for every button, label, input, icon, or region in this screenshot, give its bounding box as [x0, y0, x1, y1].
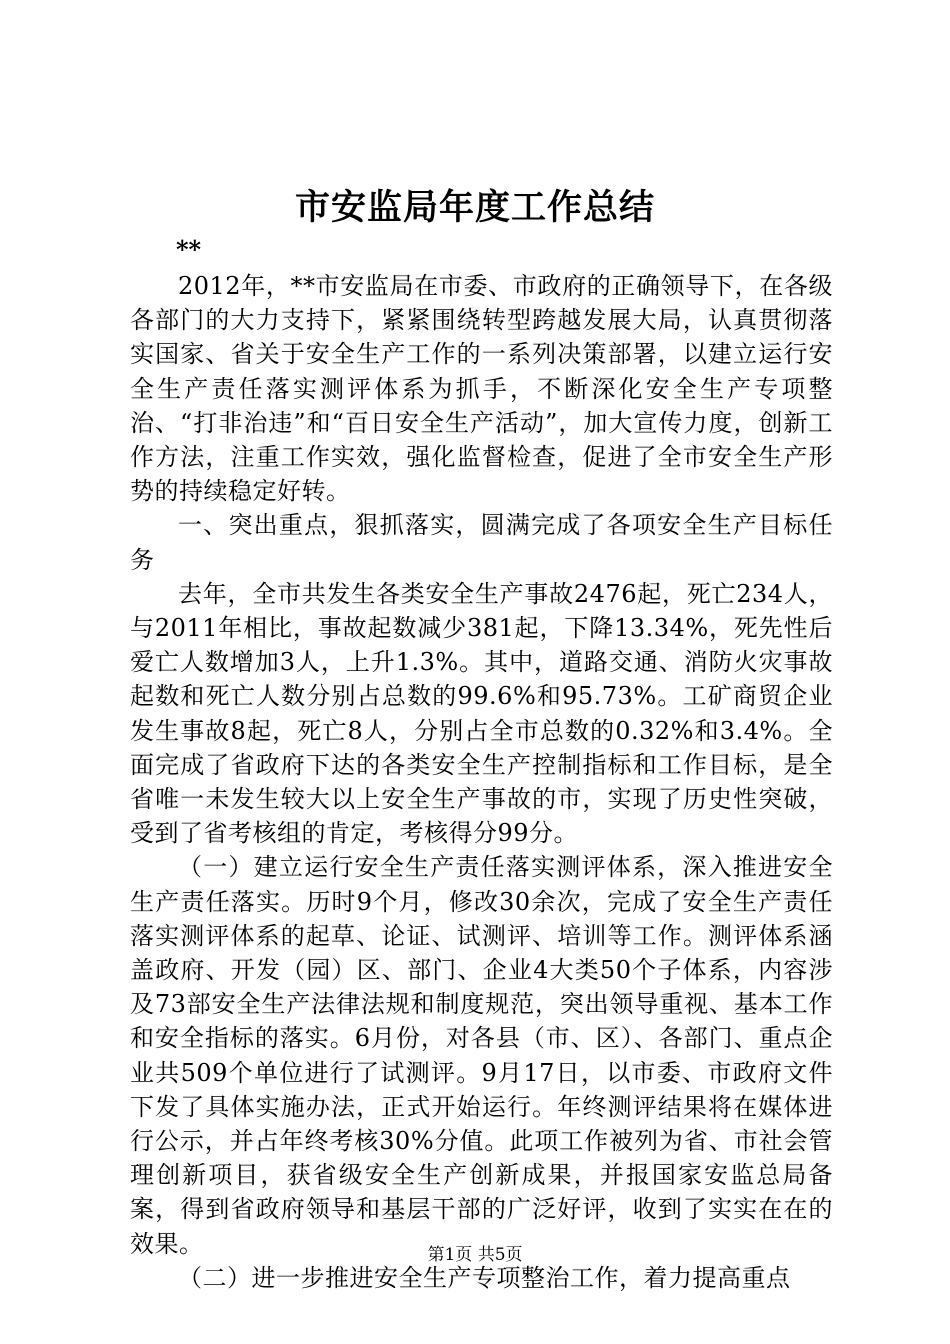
paragraph-subsection-1: （一）建立运行安全生产责任落实测评体系，深入推进安全生产责任落实。历时9个月，修改30余次，完成了安全生产责任落实测评体系的起草、论证、试测评、培训等工作。测评体系涵盖政府、开发（园）区、部门、企业4大类50个子体系，内容涉及73部安全生产法律法规和制度规范，突出领导重视、基本工作和安全指标的落实。6月份，对各县（市、区）、各部门、重点企业共509个单位进行了试测评。9月17日，以市委、市政府文件下发了具体实施办法，正式开始运行。年终测评结果将在媒体进行公示，并占年终考核30%分值。此项工作被列为省、市社会管理创新项目，获省级安全生产创新成果，并报国家安监总局备案，得到省政府领导和基层干部的广泛好评，收到了实实在在的效果。 [130, 853, 833, 1258]
page-footer: 第1页 共5页 [427, 1245, 523, 1265]
document-body [130, 269, 833, 1295]
section-heading-1: 一、突出重点，狠抓落实，圆满完成了各项安全生产目标任务 [130, 511, 833, 574]
paragraph-intro: 2012年，**市安监局在市委、市政府的正确领导下，在各级各部门的大力支持下，紧紧围绕转型跨越发展大局，认真贯彻落实国家、省关于安全生产工作的一系列决策部署，以建立运行安全生产责任落实测评体系为抓手，不断深化安全生产专项整治、“打非治违”和“百日安全生产活动”，加大宣传力度，创新工作方法，注重工作实效，强化监督检查，促进了全市安全生产形势的持续稳定好转。 [130, 272, 833, 506]
paragraph-statistics: 去年，全市共发生各类安全生产事故2476起，死亡234人，与2011年相比，事故起数减少381起，下降13.34%，死先性后爱亡人数增加3人，上升1.3%。其中，道路交通、消防火灾事故起数和死亡人数分别占总数的99.6%和95.73%。工矿商贸企业发生事故8起，死亡8人，分别占全市总数的0.32%和3.4%。全面完成了省政府下达的各类安全生产控制指标和工作目标，是全省唯一未发生较大以上安全生产事故的市，实现了历史性突破，受到了省考核组的肯定，考核得分99分。 [130, 579, 833, 848]
author-line: ** [176, 235, 202, 264]
document-title: 市安监局年度工作总结 [294, 187, 655, 228]
paragraph-subsection-2: （二）进一步推进安全生产专项整治工作，着力提高重点 [178, 1263, 791, 1292]
